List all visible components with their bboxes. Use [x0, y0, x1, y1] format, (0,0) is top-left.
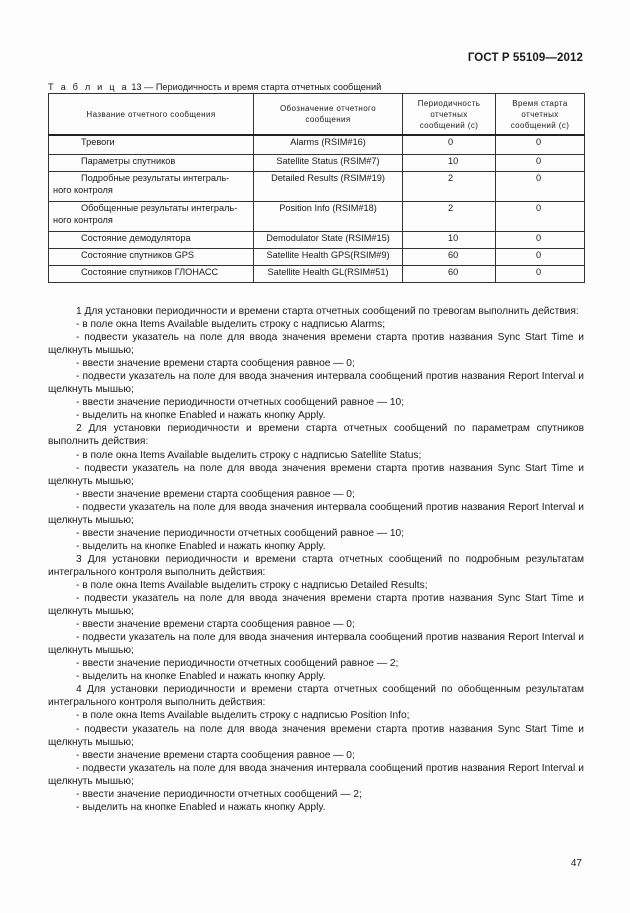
instruction-step: - подвести указатель на поле для ввода значения интервала сообщений против названия Report Interval и щелкнуть мышью; — [48, 762, 584, 787]
report-messages-table — [48, 93, 585, 283]
row-start-cell: 0 — [496, 171, 585, 201]
instruction-step: - подвести указатель на поле для ввода значения времени старта против названия Sync Start Time и щелкнуть мышью; — [48, 332, 584, 357]
row-name-first: Обобщенные результаты интеграль- — [81, 202, 238, 213]
instruction-paragraph: 4 Для установки периодичности и времени старта отчетных сообщений по обобщенным результатам интегрального контроля выполнить действия: — [48, 684, 584, 709]
instruction-paragraph: 3 Для установки периодичности и времени старта отчетных сообщений по подробным результатам интегрального контроля выполнить действия: — [48, 553, 584, 578]
row-start-cell: 0 — [496, 201, 585, 231]
instruction-step: - ввести значение периодичности отчетных сообщений — 2; — [76, 788, 362, 800]
row-code-cell: Demodulator State (RSIM#15) — [254, 231, 403, 248]
instruction-step: - ввести значение времени старта сообщения равное — 0; — [76, 749, 355, 761]
instruction-step: - подвести указатель на поле для ввода значения времени старта против названия Sync Start Time и щелкнуть мышью; — [48, 593, 584, 618]
page-number: 47 — [570, 858, 582, 869]
row-code-cell: Satellite Health GPS(RSIM#9) — [254, 248, 403, 265]
column-header-name: Название отчетного сообщения — [49, 94, 254, 136]
row-name-cell — [49, 201, 254, 231]
instruction-step: - выделить на кнопке Enabled и нажать кнопку Apply. — [76, 671, 326, 683]
row-code-cell: Position Info (RSIM#18) — [254, 201, 403, 231]
instruction-step: - подвести указатель на поле для ввода значения времени старта против названия Sync Start Time и щелкнуть мышью; — [48, 723, 584, 748]
instruction-paragraph: 1 Для установки периодичности и времени старта отчетных сообщений по тревогам выполнить действия: — [76, 306, 579, 317]
row-code-cell: Detailed Results (RSIM#19) — [254, 171, 403, 201]
row-period-cell: 2 — [403, 201, 496, 231]
row-period-cell: 0 — [403, 135, 496, 154]
row-name-cell — [49, 135, 254, 154]
instruction-step: - ввести значение времени старта сообщения равное — 0; — [76, 619, 355, 631]
instruction-step: - в поле окна Items Available выделить строку с надписью Position Info; — [76, 710, 410, 722]
table-row — [49, 201, 585, 231]
column-header-period: Периодичность отчетных сообщений (с) — [403, 94, 496, 136]
row-name-first: Состояние демодулятора — [81, 232, 191, 243]
row-name-cell — [49, 248, 254, 265]
instruction-step: - выделить на кнопке Enabled и нажать кнопку Apply. — [76, 410, 326, 422]
row-name-cell — [49, 231, 254, 248]
instruction-step: - ввести значение времени старта сообщения равное — 0; — [76, 358, 355, 370]
row-name-first: Подробные результаты интеграль- — [81, 172, 230, 183]
instruction-step: - подвести указатель на поле для ввода значения времени старта против названия Sync Start Time и щелкнуть мышью; — [48, 462, 584, 487]
instruction-step: - выделить на кнопке Enabled и нажать кнопку Apply. — [76, 540, 326, 552]
column-header-start: Время старта отчетных сообщений (с) — [496, 94, 585, 136]
table-caption-title: 13 — Периодичность и время старта отчетных сообщений — [128, 82, 382, 92]
instruction-step: - выделить на кнопке Enabled и нажать кнопку Apply. — [76, 801, 326, 813]
instruction-step: - подвести указатель на поле для ввода значения интервала сообщений против названия Report Interval и щелкнуть мышью; — [48, 501, 584, 526]
row-period-cell: 2 — [403, 171, 496, 201]
row-name-first: Параметры спутников — [81, 155, 176, 166]
row-start-cell: 0 — [496, 231, 585, 248]
table-row — [49, 171, 585, 201]
row-start-cell: 0 — [496, 154, 585, 171]
row-name-cell — [49, 171, 254, 201]
column-header-code: Обозначение отчетного сообщения — [254, 94, 403, 136]
row-period-cell: 60 — [403, 248, 496, 265]
instruction-step: - ввести значение периодичности отчетных сообщений равное — 10; — [76, 527, 405, 539]
row-period-cell: 10 — [403, 154, 496, 171]
instruction-step: - подвести указатель на поле для ввода значения интервала сообщений против названия Report Interval и щелкнуть мышью; — [48, 371, 584, 396]
row-name-cell — [49, 265, 254, 282]
row-name-continuation: ного контроля — [53, 214, 113, 225]
row-code-cell: Satellite Status (RSIM#7) — [254, 154, 403, 171]
row-period-cell: 60 — [403, 265, 496, 282]
instruction-step: - подвести указатель на поле для ввода значения интервала сообщений против названия Report Interval и щелкнуть мышью; — [48, 632, 584, 657]
table-row — [49, 135, 585, 154]
table-row — [49, 154, 585, 171]
row-start-cell: 0 — [496, 135, 585, 154]
row-name-first: Состояние спутников ГЛОНАСС — [81, 266, 219, 277]
document-code-header: ГОСТ Р 55109—2012 — [467, 52, 583, 64]
row-name-cell — [49, 154, 254, 171]
instruction-step: - ввести значение времени старта сообщения равное — 0; — [76, 488, 355, 500]
row-name-continuation: ного контроля — [53, 184, 113, 195]
row-name-first: Состояние спутников GPS — [81, 249, 195, 260]
row-code-cell: Alarms (RSIM#16) — [254, 135, 403, 154]
row-start-cell: 0 — [496, 265, 585, 282]
row-start-cell: 0 — [496, 248, 585, 265]
row-period-cell: 10 — [403, 231, 496, 248]
row-name-first: Тревоги — [81, 137, 115, 147]
table-row — [49, 231, 585, 248]
instruction-step: - в поле окна Items Available выделить строку с надписью Detailed Results; — [76, 579, 428, 591]
instruction-paragraph: 2 Для установки периодичности и времени старта отчетных сообщений по параметрам спутников выполнить действия: — [48, 423, 584, 448]
row-code-cell: Satellite Health GL(RSIM#51) — [254, 265, 403, 282]
instruction-step: - ввести значение периодичности отчетных сообщений равное — 10; — [76, 397, 405, 409]
table-header-row — [49, 94, 585, 136]
instruction-step: - в поле окна Items Available выделить строку с надписью Satellite Status; — [76, 449, 422, 461]
table-caption — [48, 82, 381, 92]
instruction-step: - в поле окна Items Available выделить строку с надписью Alarms; — [76, 319, 386, 331]
table-caption-label: Т а б л и ц а — [48, 82, 129, 92]
instructions-body — [48, 305, 584, 814]
instruction-step: - ввести значение периодичности отчетных сообщений равное — 2; — [76, 658, 399, 670]
table-row — [49, 265, 585, 282]
table-row — [49, 248, 585, 265]
